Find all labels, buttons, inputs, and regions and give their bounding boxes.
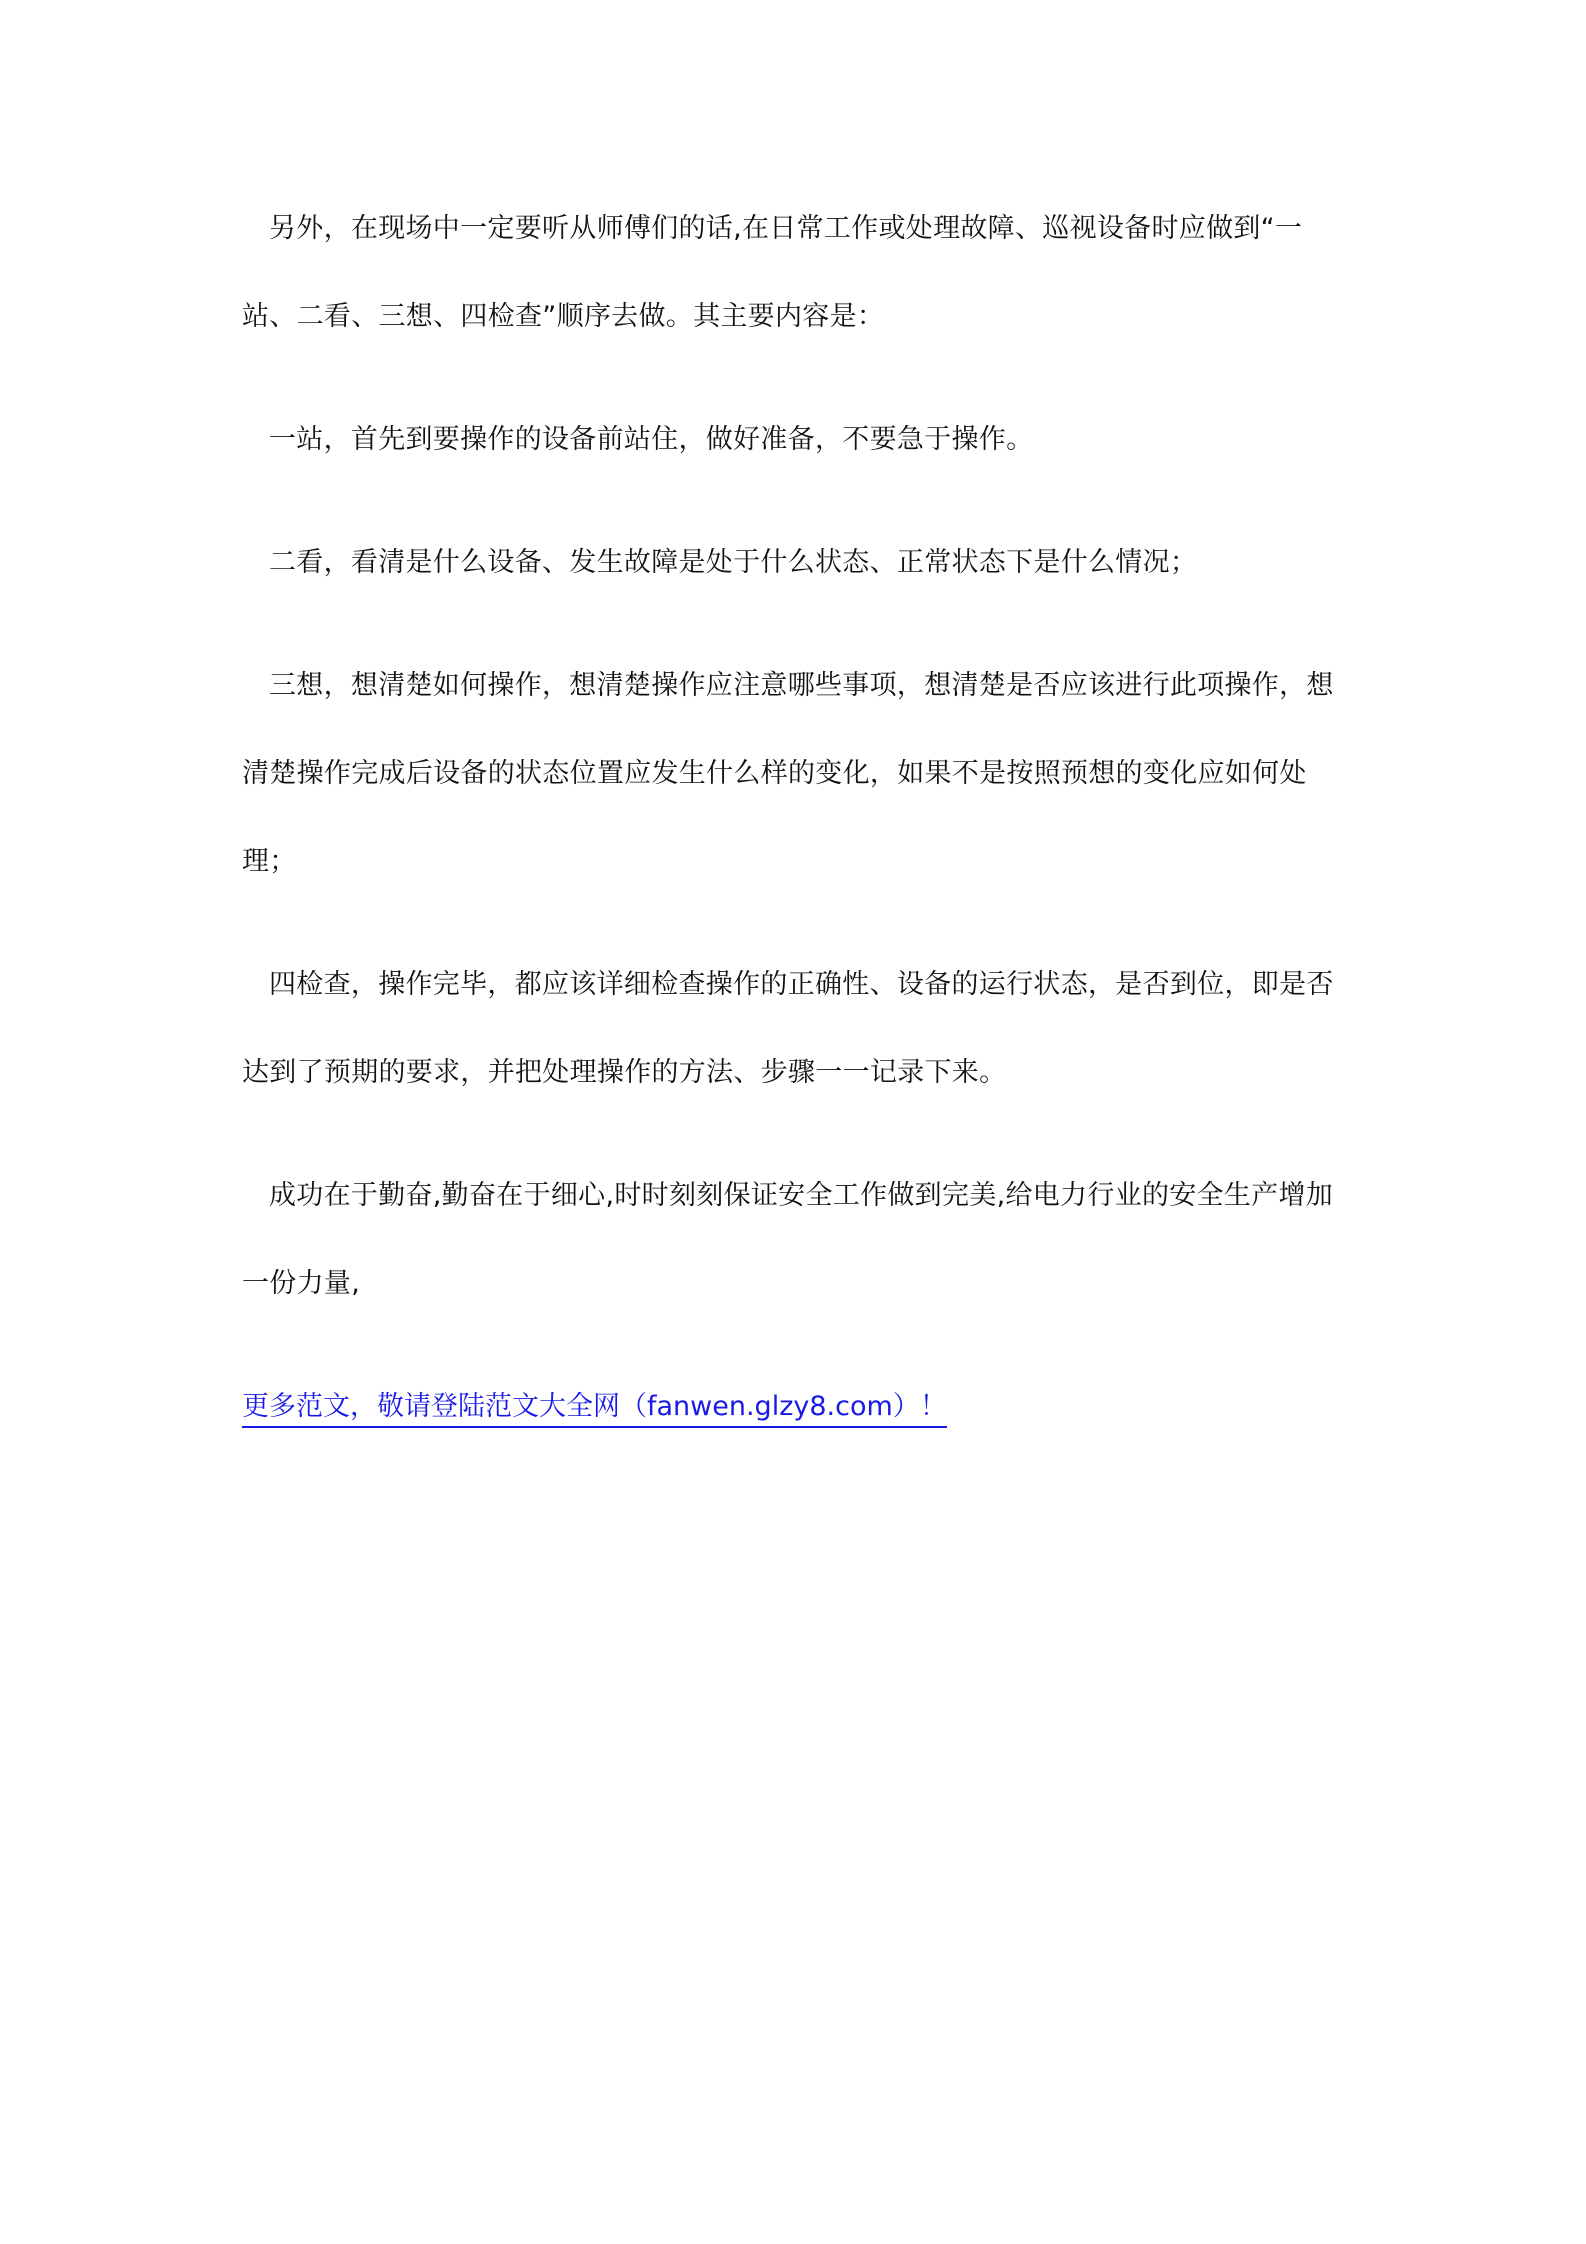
paragraph-step-three: 三想，想清楚如何操作，想清楚操作应注意哪些事项，想清楚是否应该进行此项操作，想清楚操作完成后设备的状态位置应发生什么样的变化，如果不是按照预想的变化应如何处理； (242, 670, 1334, 877)
paragraph-step-one: 一站，首先到要操作的设备前站住，做好准备，不要急于操作。 (269, 424, 1034, 455)
paragraph-step-four: 四检查，操作完毕，都应该详细检查操作的正确性、设备的运行状态，是否到位，即是否达到了预期的要求，并把处理操作的方法、步骤一一记录下来。 (242, 969, 1334, 1088)
document-body (242, 185, 1352, 1451)
footer-link[interactable]: 更多范文，敬请登陆范文大全网（fanwen.glzy8.com）！ (242, 1391, 947, 1428)
paragraph-intro: 另外，在现场中一定要听从师傅们的话,在日常工作或处理故障、巡视设备时应做到“一站、二看、三想、四检查”顺序去做。其主要内容是： (242, 213, 1303, 332)
paragraph-conclusion: 成功在于勤奋,勤奋在于细心,时时刻刻保证安全工作做到完美,给电力行业的安全生产增加一份力量, (242, 1180, 1334, 1299)
footer-link-row (242, 1363, 1352, 1451)
paragraph-step-two: 二看，看清是什么设备、发生故障是处于什么状态、正常状态下是什么情况； (269, 547, 1198, 578)
